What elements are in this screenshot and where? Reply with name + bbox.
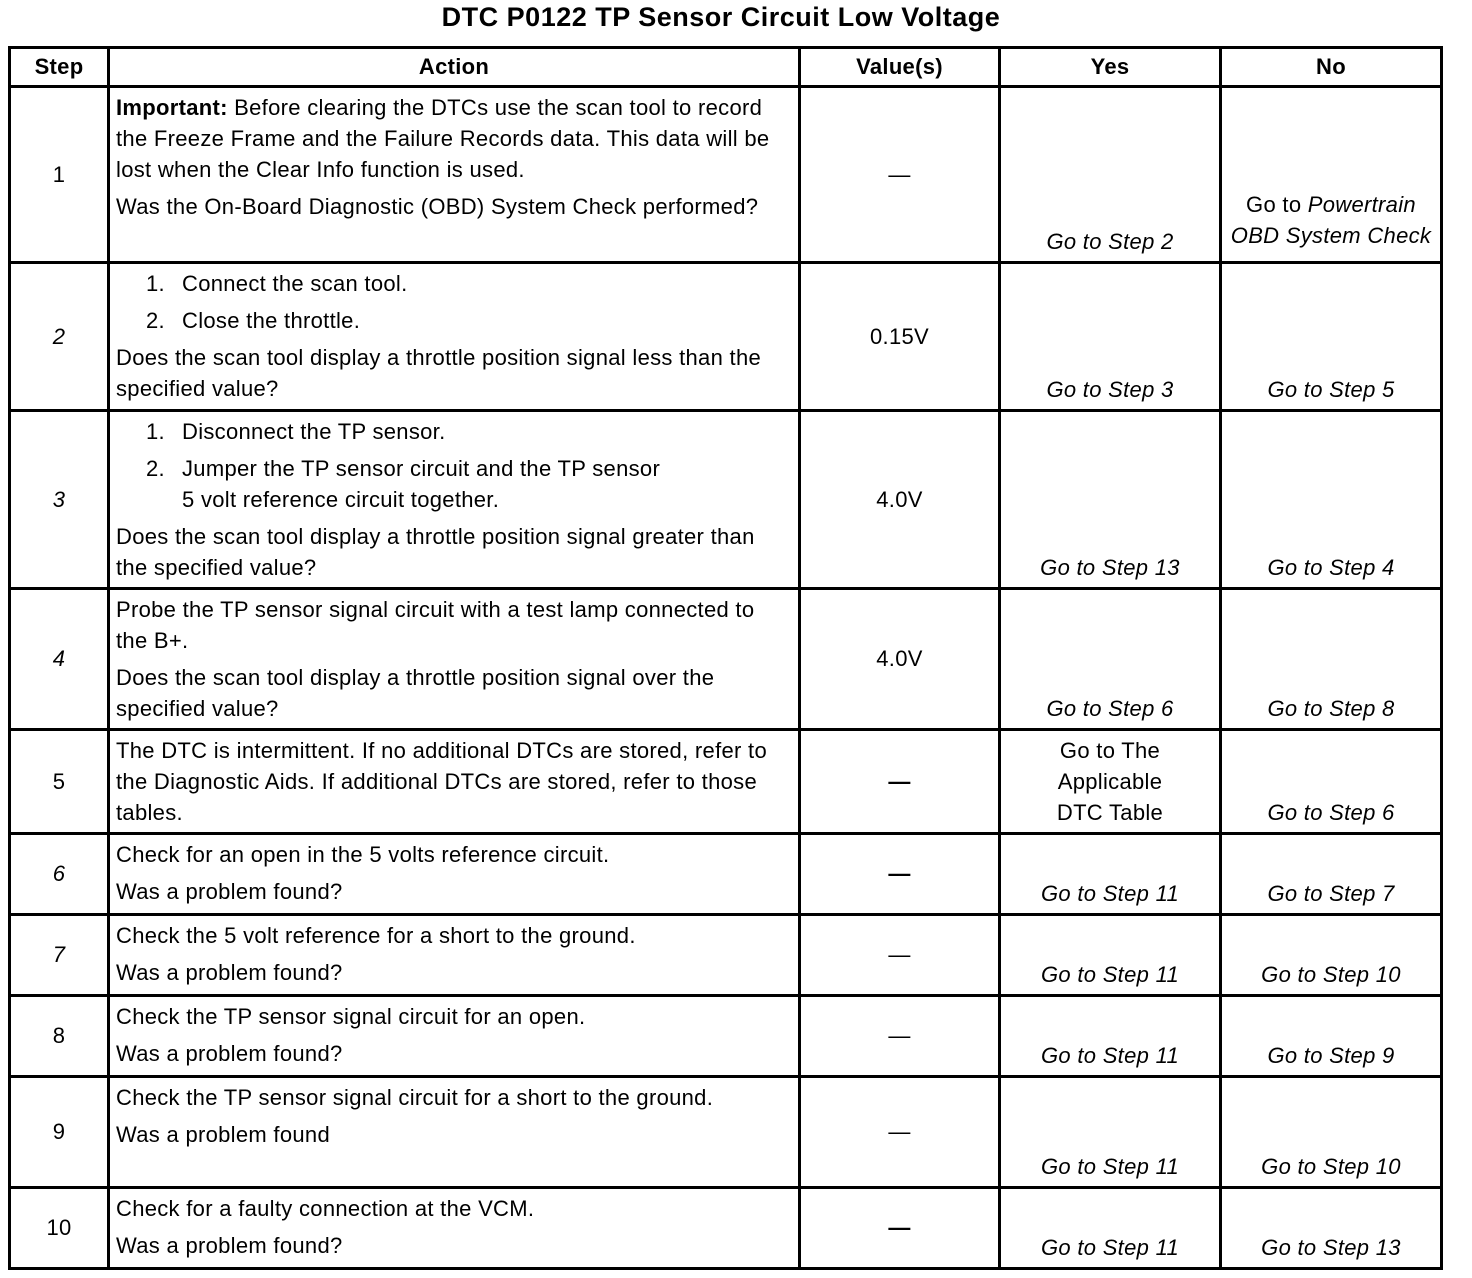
table-row — [10, 1188, 1442, 1269]
header-step: Step — [10, 48, 109, 87]
action-text: Check the TP sensor signal circuit for a short to the ground. — [116, 1085, 714, 1110]
no-cell — [1221, 915, 1442, 996]
action-text: Check the TP sensor signal circuit for an open. — [116, 1004, 586, 1029]
no-link[interactable]: Powertrain OBD System Check — [1230, 192, 1432, 248]
important-text: Before clearing the DTCs use the scan tool to record the Freeze Frame and the Failure Records data. This data will be lost when the Clear Info function is used. — [116, 95, 770, 182]
action-item: Close the throttle. — [182, 308, 361, 333]
no-link[interactable]: Go to Step 4 — [1267, 555, 1395, 580]
action-question: Was a problem found? — [116, 1041, 343, 1066]
table-row — [10, 730, 1442, 834]
value-cell: 0.15V — [800, 263, 1000, 411]
header-yes: Yes — [1000, 48, 1221, 87]
no-cell — [1221, 1077, 1442, 1188]
value-cell: — — [800, 730, 1000, 834]
action-text: Probe the TP sensor signal circuit with a test lamp connected to the B+. — [116, 597, 755, 653]
value-cell: — — [800, 1188, 1000, 1269]
table-row — [10, 87, 1442, 263]
no-link[interactable]: Go to Step 5 — [1267, 377, 1395, 402]
yes-cell — [1000, 589, 1221, 730]
action-text: Check for a faulty connection at the VCM. — [116, 1196, 535, 1221]
no-cell — [1221, 996, 1442, 1077]
step-number: 7 — [10, 915, 109, 996]
yes-link[interactable]: Go to Step 13 — [1040, 555, 1180, 580]
no-cell — [1221, 589, 1442, 730]
action-item-continued: 5 volt reference circuit together. — [182, 487, 500, 512]
no-link[interactable]: Go to Step 10 — [1261, 962, 1401, 987]
action-cell — [109, 730, 800, 834]
action-text: The DTC is intermittent. If no additional DTCs are stored, refer to the Diagnostic Aids. If additional DTCs are stored, refer to those tables. — [116, 738, 768, 825]
action-item: Jumper the TP sensor circuit and the TP sensor — [182, 456, 661, 481]
action-cell — [109, 996, 800, 1077]
action-cell — [109, 1077, 800, 1188]
table-row — [10, 263, 1442, 411]
value-cell: 4.0V — [800, 589, 1000, 730]
action-item: Disconnect the TP sensor. — [182, 419, 446, 444]
value-cell: — — [800, 1077, 1000, 1188]
no-cell — [1221, 263, 1442, 411]
value-cell: 4.0V — [800, 411, 1000, 589]
action-cell: 1. Disconnect the TP sensor. 2. Jumper the TP sensor circuit and the TP sensor 5 volt reference circuit together. Does the scan tool display a throttle position signal greater than the specified value? — [109, 411, 800, 589]
no-prefix: Go to — [1246, 192, 1308, 217]
step-number: 5 — [10, 730, 109, 834]
action-cell — [109, 589, 800, 730]
value-cell: — — [800, 834, 1000, 915]
yes-link[interactable]: Go to Step 2 — [1046, 229, 1174, 254]
action-item: Connect the scan tool. — [182, 271, 408, 296]
action-question: Was a problem found? — [116, 1233, 343, 1258]
step-number: 4 — [10, 589, 109, 730]
action-question: Was a problem found — [116, 1122, 330, 1147]
table-row — [10, 411, 1442, 589]
table-row — [10, 915, 1442, 996]
value-cell: — — [800, 915, 1000, 996]
no-link[interactable]: Go to Step 8 — [1267, 696, 1395, 721]
important-label: Important: — [116, 95, 228, 120]
no-cell — [1221, 411, 1442, 589]
header-no: No — [1221, 48, 1442, 87]
step-number: 2 — [10, 263, 109, 411]
no-link[interactable]: Go to Step 7 — [1267, 881, 1395, 906]
action-cell — [109, 834, 800, 915]
yes-cell — [1000, 1188, 1221, 1269]
step-number: 10 — [10, 1188, 109, 1269]
page-title: DTC P0122 TP Sensor Circuit Low Voltage — [441, 2, 1001, 32]
action-question: Does the scan tool display a throttle position signal over the specified value? — [116, 665, 715, 721]
step-number: 3 — [10, 411, 109, 589]
yes-cell — [1000, 915, 1221, 996]
yes-cell — [1000, 1077, 1221, 1188]
no-link[interactable]: Go to Step 9 — [1267, 1043, 1395, 1068]
yes-line: Go to The — [1059, 738, 1161, 763]
no-cell — [1221, 834, 1442, 915]
no-cell — [1221, 1188, 1442, 1269]
action-text: Check for an open in the 5 volts reference circuit. — [116, 842, 610, 867]
step-number: 8 — [10, 996, 109, 1077]
yes-cell — [1000, 834, 1221, 915]
yes-link[interactable]: Go to Step 11 — [1040, 881, 1180, 906]
yes-link[interactable]: Go to Step 11 — [1040, 962, 1180, 987]
no-cell — [1221, 87, 1442, 263]
action-question: Was a problem found? — [116, 960, 343, 985]
header-action: Action — [109, 48, 800, 87]
action-question: Does the scan tool display a throttle position signal less than the specified value? — [116, 345, 762, 401]
diagnostic-table — [8, 46, 1443, 1270]
table-row — [10, 589, 1442, 730]
action-cell — [109, 87, 800, 263]
yes-link[interactable]: Go to Step 11 — [1040, 1154, 1180, 1179]
yes-link[interactable]: Go to Step 3 — [1046, 377, 1174, 402]
step-number: 9 — [10, 1077, 109, 1188]
yes-line: Applicable — [1057, 769, 1163, 794]
no-link[interactable]: Go to Step 13 — [1261, 1235, 1401, 1260]
action-cell: 1. Connect the scan tool. 2. Close the throttle. Does the scan tool display a throttle position signal less than the specified value? — [109, 263, 800, 411]
yes-cell — [1000, 411, 1221, 589]
action-cell — [109, 915, 800, 996]
step-number: 6 — [10, 834, 109, 915]
yes-cell — [1000, 996, 1221, 1077]
header-values: Value(s) — [800, 48, 1000, 87]
yes-cell[interactable] — [1000, 730, 1221, 834]
value-cell: — — [800, 996, 1000, 1077]
table-row — [10, 834, 1442, 915]
yes-link[interactable]: Go to Step 11 — [1040, 1235, 1180, 1260]
table-header-row — [10, 48, 1442, 87]
no-link[interactable]: Go to Step 10 — [1261, 1154, 1401, 1179]
yes-link[interactable]: Go to Step 6 — [1046, 696, 1174, 721]
action-cell — [109, 1188, 800, 1269]
action-question: Does the scan tool display a throttle position signal greater than the specified value? — [116, 524, 755, 580]
no-link[interactable]: Go to Step 6 — [1267, 800, 1395, 825]
value-cell: — — [800, 87, 1000, 263]
yes-link[interactable]: Go to Step 11 — [1040, 1043, 1180, 1068]
yes-cell — [1000, 263, 1221, 411]
yes-line: DTC Table — [1056, 800, 1164, 825]
yes-cell — [1000, 87, 1221, 263]
step-number: 1 — [10, 87, 109, 263]
table-row — [10, 996, 1442, 1077]
table-row — [10, 1077, 1442, 1188]
action-text: Check the 5 volt reference for a short to the ground. — [116, 923, 636, 948]
action-question: Was the On-Board Diagnostic (OBD) System Check performed? — [116, 194, 759, 219]
action-question: Was a problem found? — [116, 879, 343, 904]
no-cell — [1221, 730, 1442, 834]
